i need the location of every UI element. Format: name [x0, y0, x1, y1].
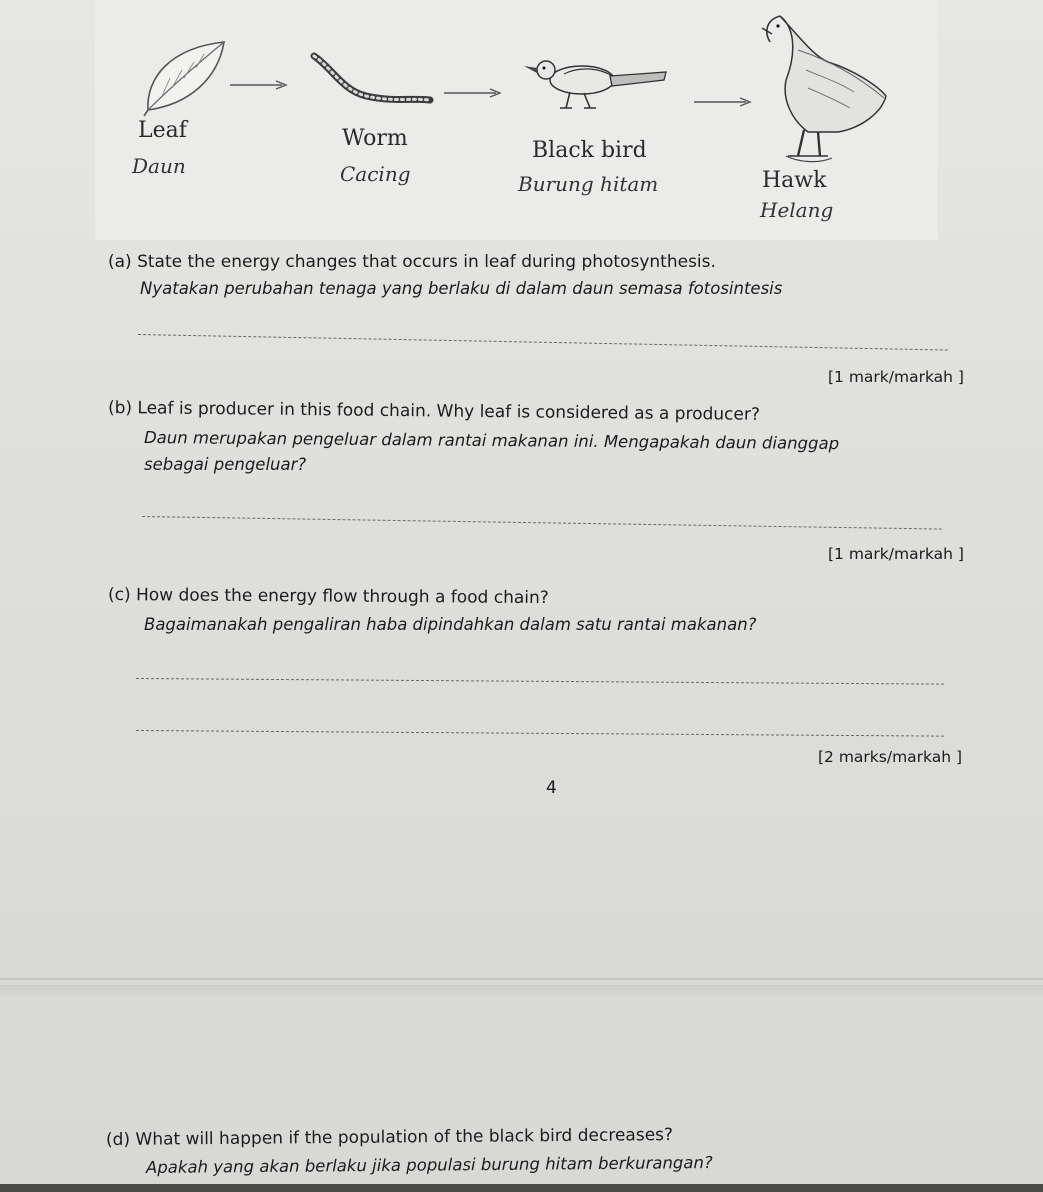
organism-label-hawk: Hawk [762, 168, 827, 193]
marks-b: [1 mark/markah ] [828, 545, 964, 563]
question-b-label: (b) [107, 398, 133, 419]
question-a [108, 252, 716, 272]
answer-line-a[interactable] [138, 334, 948, 351]
page-fold-shadow [0, 985, 1043, 999]
page-number: 4 [546, 778, 557, 798]
black-bird-icon [520, 54, 670, 114]
arrow-icon [694, 95, 754, 109]
question-c-text-malay: Bagaimanakah pengaliran haba dipindahkan dalam satu rantai makanan? [144, 615, 757, 634]
arrow-icon [444, 86, 504, 100]
organism-label-black-bird: Black bird [532, 138, 647, 163]
question-b-text-malay-line2: sebagai pengeluar? [144, 455, 307, 474]
question-d-label: (d) [105, 1129, 131, 1150]
answer-line-c1[interactable] [136, 678, 944, 685]
question-d-text-en: What will happen if the population of the black bird decreases? [135, 1125, 674, 1150]
arrow-icon [230, 78, 290, 92]
question-b [108, 398, 760, 425]
answer-line-b[interactable] [142, 516, 942, 530]
question-a-label: (a) [108, 252, 132, 272]
organism-label-leaf: Leaf [138, 118, 187, 143]
question-c-label: (c) [107, 585, 131, 606]
question-b-text-malay-line1: Daun merupakan pengeluar dalam rantai makanan ini. Mengapakah daun dianggap [143, 428, 840, 454]
question-d-text-malay: Apakah yang akan berlaku jika populasi burung hitam berkurangan? [145, 1153, 713, 1177]
organism-label-leaf-malay: Daun [132, 154, 186, 178]
worm-icon [312, 50, 432, 110]
organism-label-hawk-malay: Helang [760, 198, 834, 222]
organism-label-worm-malay: Cacing [340, 162, 411, 186]
marks-a: [1 mark/markah ] [828, 368, 964, 386]
hawk-icon [758, 10, 893, 170]
marks-c: [2 marks/markah ] [818, 748, 963, 766]
question-d [106, 1125, 673, 1150]
organism-label-worm: Worm [342, 126, 408, 151]
page-fold-divider [0, 978, 1043, 980]
question-a-text-en: State the energy changes that occurs in leaf during photosynthesis. [137, 252, 716, 272]
page-bottom-edge [0, 1184, 1043, 1192]
question-c [108, 585, 549, 608]
organism-label-black-bird-malay: Burung hitam [518, 172, 659, 196]
question-b-text-en: Leaf is producer in this food chain. Why leaf is considered as a producer? [137, 398, 761, 425]
answer-line-c2[interactable] [136, 730, 944, 737]
question-a-text-malay: Nyatakan perubahan tenaga yang berlaku di dalam daun semasa fotosintesis [140, 279, 783, 298]
question-c-text-en: How does the energy flow through a food chain? [135, 585, 549, 609]
leaf-icon [140, 38, 230, 118]
